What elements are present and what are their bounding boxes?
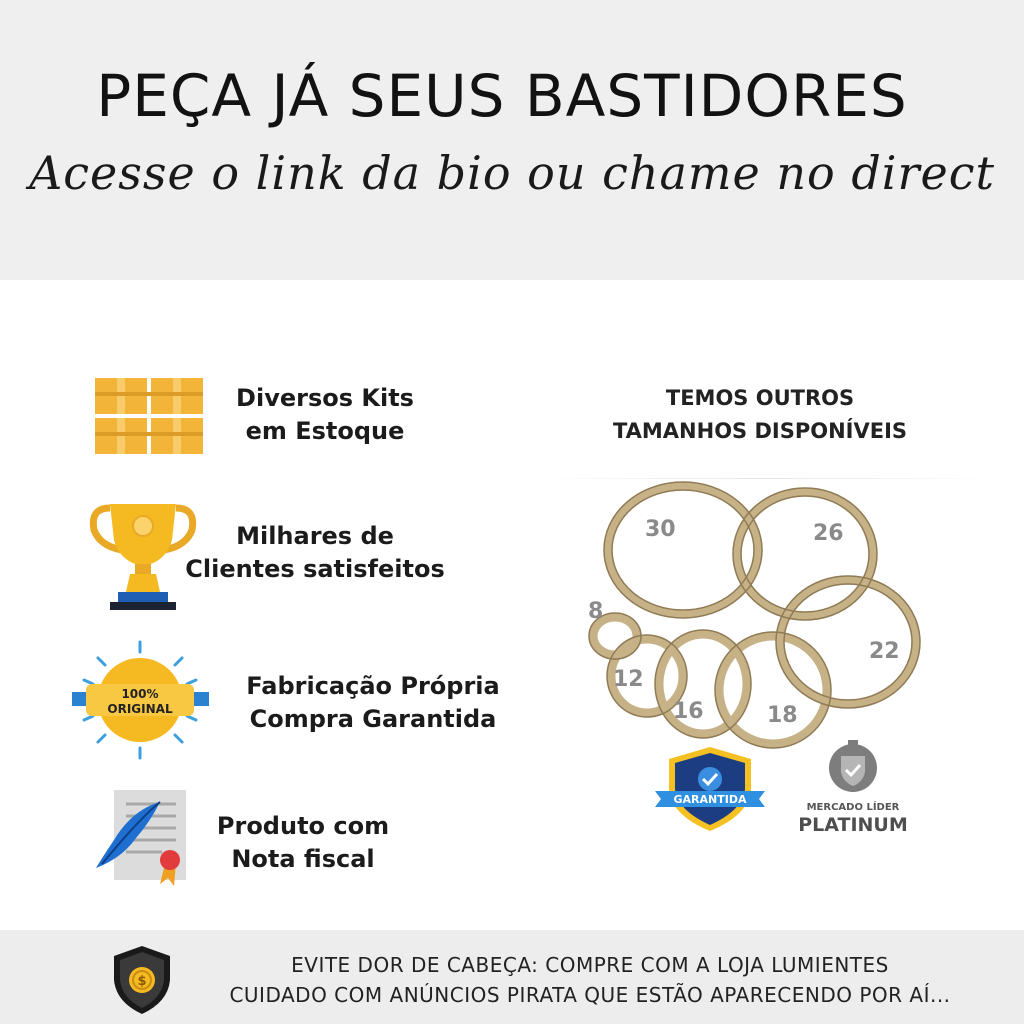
feature-kits <box>200 382 450 448</box>
feature-factory-line2: Compra Garantida <box>249 705 497 733</box>
feature-kits-line2: em Estoque <box>245 417 405 445</box>
feature-clients-line1: Milhares de <box>236 522 394 550</box>
sizes-title-line1: TEMOS OUTROS <box>665 386 855 410</box>
feature-clients-line2: Clientes satisfeitos <box>185 555 445 583</box>
subline: Acesse o link da bio ou chame no direct <box>29 146 995 200</box>
svg-text:$: $ <box>137 974 147 989</box>
sizes-title <box>560 382 960 448</box>
mercado-line1: MERCADO LÍDER <box>806 802 900 813</box>
feature-factory <box>228 670 518 736</box>
feature-invoice-line1: Produto com <box>216 812 390 840</box>
garantida-text: GARANTIDA <box>673 793 747 806</box>
ring-label-12: 12 <box>613 667 644 692</box>
header-band <box>0 0 1024 280</box>
seal-line1: 100% <box>121 687 159 701</box>
original-seal-icon <box>68 640 213 760</box>
mercado-line2: PLATINUM <box>798 814 908 836</box>
divider <box>535 478 995 479</box>
feature-factory-line1: Fabricação Própria <box>246 672 500 700</box>
invoice-quill-icon <box>92 788 192 888</box>
shield-coin-icon <box>110 944 174 1016</box>
ring-label-26: 26 <box>813 521 844 546</box>
ring-label-22: 22 <box>869 639 900 664</box>
headline: PEÇA JÁ SEUS BASTIDORES <box>96 62 908 130</box>
feature-kits-line1: Diversos Kits <box>236 384 414 412</box>
ring-label-18: 18 <box>767 703 798 728</box>
feature-clients <box>185 520 445 586</box>
trophy-icon <box>88 500 198 614</box>
mercado-lider-badge-icon <box>798 738 908 836</box>
ring-label-30: 30 <box>645 517 676 542</box>
footer-line2: CUIDADO COM ANÚNCIOS PIRATA QUE ESTÃO APARECENDO POR AÍ... <box>229 983 951 1007</box>
seal-line2: ORIGINAL <box>107 702 173 716</box>
feature-invoice <box>188 810 418 876</box>
feature-invoice-line2: Nota fiscal <box>231 845 375 873</box>
sizes-title-line2: TAMANHOS DISPONÍVEIS <box>612 419 908 443</box>
footer-line1: EVITE DOR DE CABEÇA: COMPRE COM A LOJA LUMIENTES <box>291 953 889 977</box>
hoop-rings-illustration <box>575 480 935 750</box>
ring-label-16: 16 <box>673 699 704 724</box>
garantida-badge-icon <box>655 745 765 833</box>
footer-warning <box>170 950 1010 1010</box>
ring-label-8: 8 <box>588 599 604 624</box>
boxes-icon <box>95 378 205 456</box>
